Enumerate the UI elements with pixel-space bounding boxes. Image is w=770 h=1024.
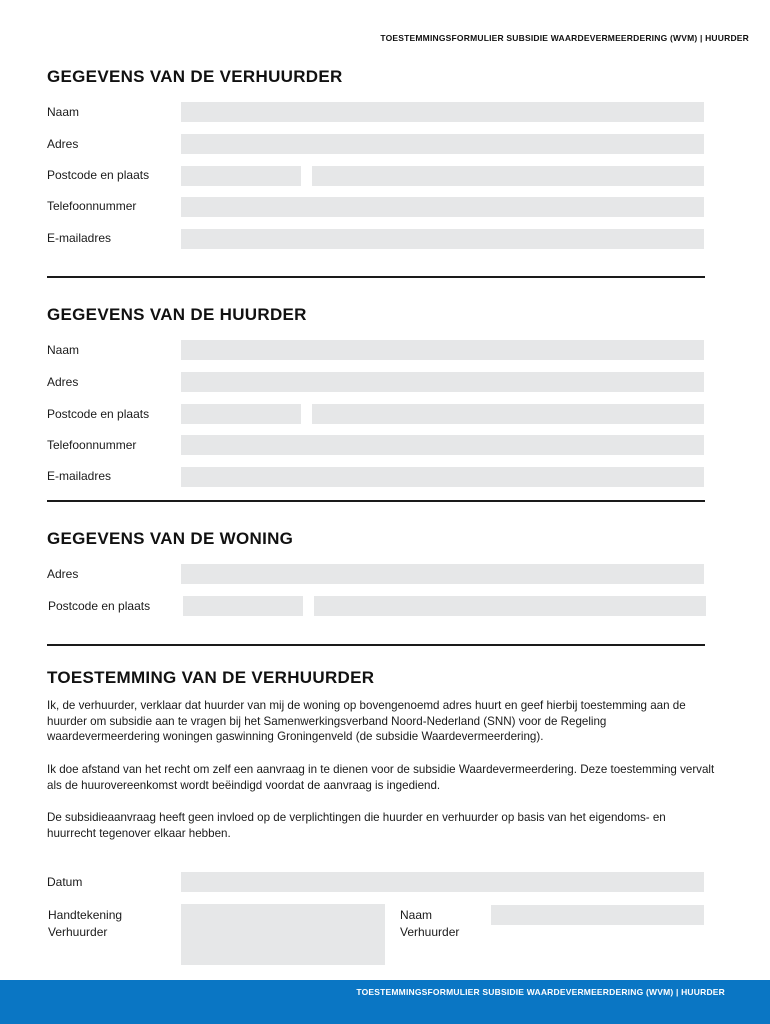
woning-adres-field[interactable] (181, 564, 704, 584)
huurder-adres-label: Adres (47, 375, 79, 389)
handtekening-label-line-2: Verhuurder (48, 925, 108, 939)
woning-postcode-field[interactable] (183, 596, 303, 616)
verhuurder-adres-label: Adres (47, 137, 79, 151)
handtekening-label-line-1: Handtekening (48, 908, 123, 922)
huurder-naam-field[interactable] (181, 340, 704, 360)
naam-verhuurder-label (400, 907, 459, 941)
header-title: TOESTEMMINGSFORMULIER SUBSIDIE WAARDEVERMEERDERING (WVM) | HUURDER (380, 33, 749, 43)
verhuurder-adres-field[interactable] (181, 134, 704, 154)
woning-adres-label: Adres (47, 567, 79, 581)
verhuurder-postcode-label: Postcode en plaats (47, 168, 150, 182)
footer-bar (0, 980, 770, 1024)
huurder-email-field[interactable] (181, 467, 704, 487)
huurder-postcode-field[interactable] (181, 404, 301, 424)
verhuurder-postcode-field[interactable] (181, 166, 301, 186)
huurder-naam-label: Naam (47, 343, 80, 357)
huurder-telefoon-label: Telefoonnummer (47, 438, 137, 452)
huurder-plaats-field[interactable] (312, 404, 704, 424)
datum-label: Datum (47, 875, 83, 889)
huurder-postcode-label: Postcode en plaats (47, 407, 150, 421)
verhuurder-telefoon-field[interactable] (181, 197, 704, 217)
datum-field[interactable] (181, 872, 704, 892)
section-divider (47, 500, 705, 502)
consent-paragraph-1: Ik, de verhuurder, verklaar dat huurder van mij de woning op bovengenoemd adres huurt en geef hierbij toestemming aan de huurder om subsidie aan te vragen bij het Samenwerkingsverband Noord-Nederland (SNN) voor de Regeling waardevermeerdering woningen gaswinning Groningenveld (de subsidie Waardevermeerdering). (47, 699, 686, 743)
verhuurder-email-label: E-mailadres (47, 231, 112, 245)
section-title-toestemming: TOESTEMMING VAN DE VERHUURDER (47, 668, 375, 687)
section-title-woning: GEGEVENS VAN DE WONING (47, 529, 294, 548)
section-title-verhuurder: GEGEVENS VAN DE VERHUURDER (47, 67, 343, 86)
section-divider (47, 276, 705, 278)
verhuurder-naam-label: Naam (47, 105, 80, 119)
huurder-telefoon-field[interactable] (181, 435, 704, 455)
consent-paragraph-3: De subsidieaanvraag heeft geen invloed op de verplichtingen die huurder en verhuurder op basis van het eigendoms- en huurrecht tegenover elkaar hebben. (47, 811, 666, 840)
verhuurder-email-field[interactable] (181, 229, 704, 249)
woning-plaats-field[interactable] (314, 596, 706, 616)
section-divider (47, 644, 705, 646)
verhuurder-telefoon-label: Telefoonnummer (47, 199, 137, 213)
naam-verhuurder-field[interactable] (491, 905, 704, 925)
section-title-huurder: GEGEVENS VAN DE HUURDER (47, 305, 307, 324)
naam-verhuurder-label-line-1: Naam (400, 908, 433, 922)
footer-title: TOESTEMMINGSFORMULIER SUBSIDIE WAARDEVERMEERDERING (WVM) | HUURDER (356, 987, 725, 997)
naam-verhuurder-label-line-2: Verhuurder (400, 925, 460, 939)
woning-postcode-label: Postcode en plaats (48, 599, 151, 613)
handtekening-label (48, 907, 122, 941)
verhuurder-plaats-field[interactable] (312, 166, 704, 186)
huurder-email-label: E-mailadres (47, 469, 112, 483)
huurder-adres-field[interactable] (181, 372, 704, 392)
verhuurder-naam-field[interactable] (181, 102, 704, 122)
consent-paragraph-2: Ik doe afstand van het recht om zelf een aanvraag in te dienen voor de subsidie Waardevermeerdering. Deze toestemming vervalt als de huurovereenkomst wordt beëindigd voordat de aanvraag is ingediend. (47, 763, 715, 792)
handtekening-field[interactable] (181, 904, 385, 965)
